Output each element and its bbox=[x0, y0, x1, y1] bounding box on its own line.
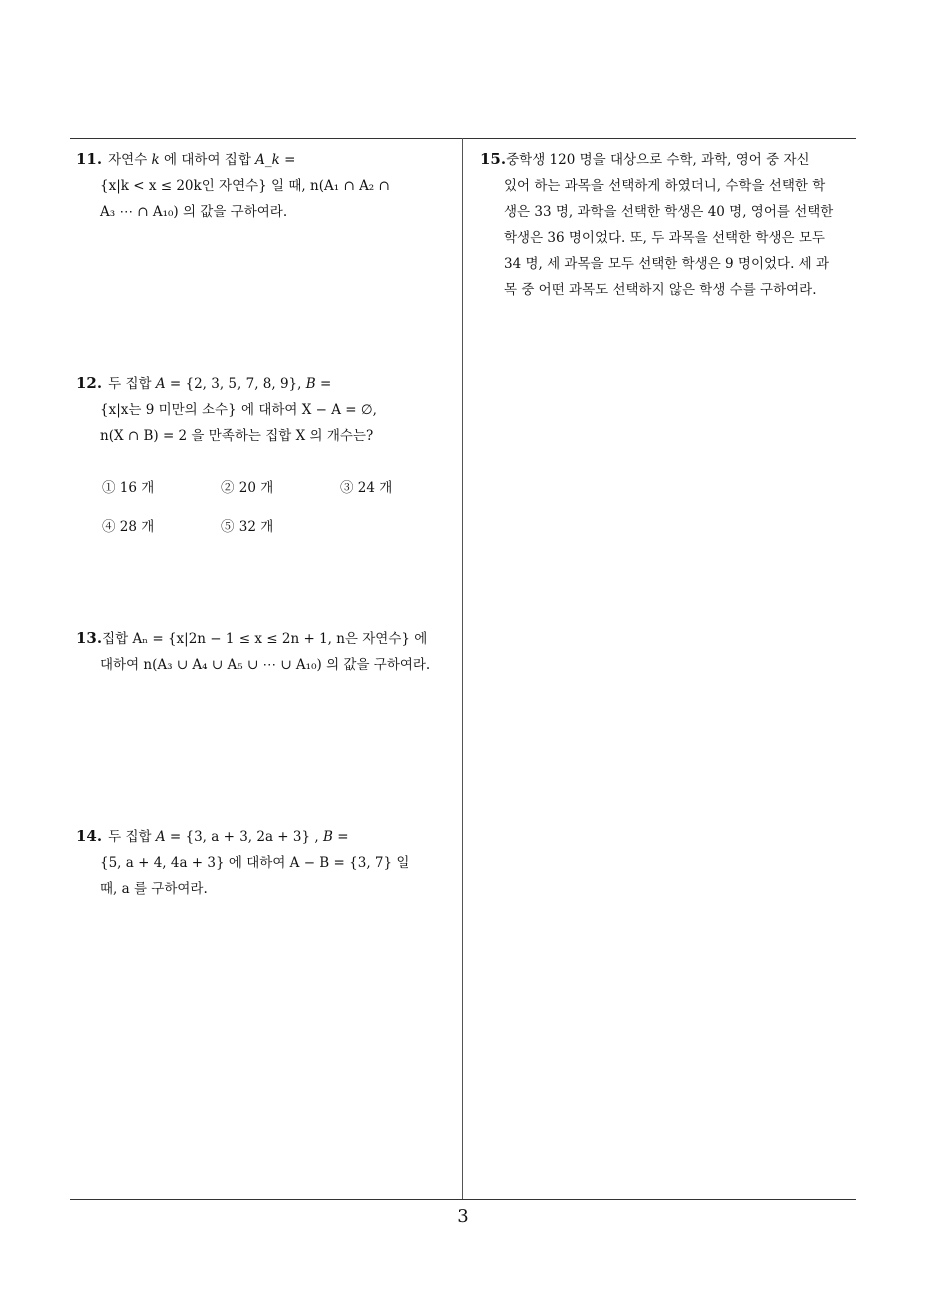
problem-13-line-2: 대하여 n(A₃ ∪ A₄ ∪ A₅ ∪ ⋯ ∪ A₁₀) 의 값을 구하여라. bbox=[100, 657, 431, 673]
choice-1[interactable]: ① 16 개 bbox=[102, 480, 155, 496]
problem-number: 15. bbox=[480, 150, 507, 168]
column-divider bbox=[462, 138, 463, 1200]
problem-15-line-1: 15.중학생 120 명을 대상으로 수학, 과학, 영어 중 자신 bbox=[480, 150, 810, 168]
problem-15-line-6: 목 중 어떤 과목도 선택하지 않은 학생 수를 구하여라. bbox=[504, 282, 817, 298]
problem-12-line-2: {x|x는 9 미만의 소수} 에 대하여 X − A = ∅, bbox=[100, 402, 377, 418]
problem-14 bbox=[76, 823, 456, 902]
problem-15-line-5: 34 명, 세 과목을 모두 선택한 학생은 9 명이었다. 세 과 bbox=[504, 256, 830, 272]
problem-15 bbox=[480, 146, 860, 303]
problem-15-line-3: 생은 33 명, 과학을 선택한 학생은 40 명, 영어를 선택한 bbox=[504, 204, 834, 220]
problem-12-line-1: 12. 두 집합 A = {2, 3, 5, 7, 8, 9}, B = bbox=[76, 374, 332, 392]
top-rule bbox=[70, 138, 856, 139]
problem-11-line-2: {x|k < x ≤ 20k인 자연수} 일 때, n(A₁ ∩ A₂ ∩ bbox=[100, 178, 390, 194]
choice-4[interactable]: ④ 28 개 bbox=[102, 519, 155, 535]
problem-11 bbox=[76, 146, 456, 225]
problem-15-line-4: 학생은 36 명이었다. 또, 두 과목을 선택한 학생은 모두 bbox=[504, 230, 825, 246]
problem-12 bbox=[76, 370, 456, 449]
problem-12-line-3: n(X ∩ B) = 2 을 만족하는 집합 X 의 개수는? bbox=[100, 428, 374, 444]
page-number: 3 bbox=[457, 1206, 469, 1227]
problem-14-line-2: {5, a + 4, 4a + 3} 에 대하여 A − B = {3, 7} 일 bbox=[100, 855, 410, 871]
problem-number: 12. bbox=[76, 374, 103, 392]
problem-number: 13. bbox=[76, 629, 103, 647]
problem-11-line-1: 11. 자연수 k 에 대하여 집합 A_k = bbox=[76, 150, 296, 168]
problem-number: 14. bbox=[76, 827, 103, 845]
problem-14-line-1: 14. 두 집합 A = {3, a + 3, 2a + 3} , B = bbox=[76, 827, 349, 845]
problem-number: 11. bbox=[76, 150, 103, 168]
problem-13 bbox=[76, 625, 456, 678]
choice-5[interactable]: ⑤ 32 개 bbox=[221, 519, 274, 535]
problem-11-line-3: A₃ ⋯ ∩ A₁₀) 의 값을 구하여라. bbox=[100, 204, 288, 220]
choice-2[interactable]: ② 20 개 bbox=[221, 480, 274, 496]
problem-15-line-2: 있어 하는 과목을 선택하게 하였더니, 수학을 선택한 학 bbox=[504, 178, 826, 194]
choice-3[interactable]: ③ 24 개 bbox=[340, 480, 393, 496]
problem-13-line-1: 13.집합 Aₙ = {x|2n − 1 ≤ x ≤ 2n + 1, n은 자연수} 에 bbox=[76, 629, 428, 647]
problem-14-line-3: 때, a 를 구하여라. bbox=[100, 881, 208, 897]
bottom-rule bbox=[70, 1199, 856, 1200]
problem-12-choices bbox=[102, 476, 442, 536]
